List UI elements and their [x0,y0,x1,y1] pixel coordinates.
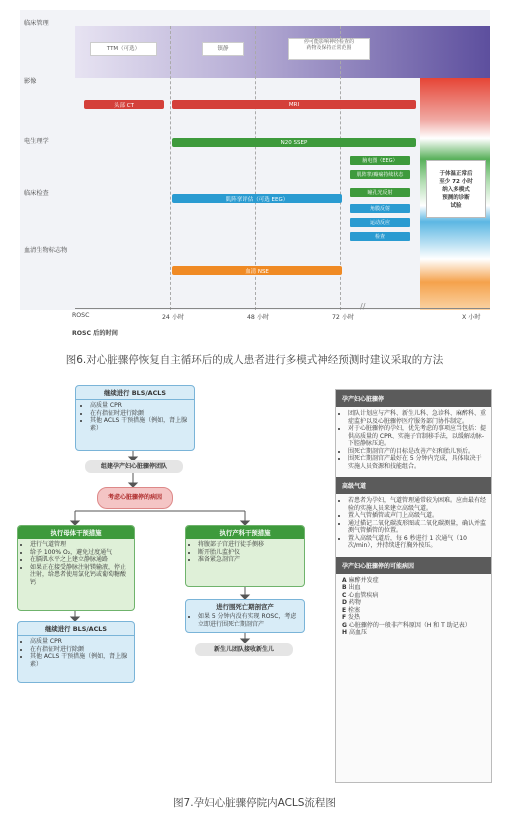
x-axis-label: ROSC 后的时间 [72,330,118,337]
box1-item: • 高质量 CPR [90,402,188,410]
row-label-management: 临床管理 [24,20,49,27]
bar-serum-nse: 血清 NSE [172,266,342,275]
panel3-title: 孕产妇心脏骤停的可能病因 [336,557,491,574]
axis-tick-48h: 48 小时 [247,314,270,321]
box1-item: • 其他 ACLS 干预措施（例如，肾上腺素） [90,417,188,432]
panel2-item: • 置入高级气道后，每 6 秒进行 1 次通气（10 次/min），并持续进行胸外按压。 [348,535,487,550]
continue-bls-acls-box-2 [17,621,135,683]
row-label-serum-biomarkers: 血清生物标志物 [24,247,68,254]
axis-tick-xh: X 小时 [462,314,481,321]
cause-row: E 栓塞 [342,606,361,614]
maternal-interventions-box [17,525,135,611]
maternal-item: • 给予 100% O₂，避免过度通气 [30,549,130,557]
x-axis [75,308,490,309]
electro-box-eeg: 脑电图（EEG） [350,156,410,165]
clinical-box-1: 角膜反射 [350,204,410,213]
panel1-item: • 团队计划应与产科、新生儿科、急诊科、麻醉科、重症监护以及心脏骤停医疗服务部门协作制定。 [348,410,487,425]
box2-item: • 高质量 CPR [30,638,130,646]
box2-item: • 在有指征时进行除颤 [30,646,130,654]
panel2-title: 高级气道 [336,477,491,494]
axis-break: // [360,302,366,311]
consider-causes-box: 考虑心脏骤停的病因 [97,487,173,509]
obstetric-title: 执行产科干预措施 [186,526,304,539]
cesarean-title: 进行围死亡期剖宫产 [216,603,274,611]
cesarean-item: • 如果 5 分钟内没有实现 ROSC，考虑立即进行围死亡期剖宫产 [198,613,300,628]
electro-box-2: 肌阵挛/癫痫持续状态 [350,170,410,179]
axis-tick-rosc: ROSC [72,312,90,319]
axis-tick-24h: 24 小时 [162,314,185,321]
panel2-item: • 置入气管插管或声门上高级气道。 [348,512,487,520]
panel1-item: • 围死亡期剖宫产的目标是改善产妇和胎儿预后。 [348,448,487,456]
gridline-24h [170,26,171,310]
bar-mri: MRI [172,100,416,109]
cause-row: A 麻醉并发症 [342,576,379,584]
maternal-item: • 在膈肌水平之上建立静脉通路 [30,556,130,564]
panel1-title: 孕产妇心脏骤停 [336,390,491,407]
cause-row: D 药物 [342,599,361,606]
cause-row: F 发热 [342,614,361,621]
sedation-box: 镇静 [202,42,244,56]
row-label-clinical-exam: 临床检查 [24,190,49,197]
axis-tick-72h: 72 小时 [332,314,355,321]
box2-title: 继续进行 BLS/ACLS [18,622,134,636]
obstetric-item: • 断开胎儿监护仪 [198,549,300,557]
figure-7 [15,385,495,785]
row-label-imaging: 影像 [24,78,37,85]
bar-n20-ssep: N20 SSEP [172,138,416,147]
maternal-item: • 进行气道管理 [30,541,130,549]
diagnostic-test-box: 于体温正常后 至少 72 小时 纳入多模式 预测的诊断 试验 [426,160,486,218]
neonatal-team-box: 新生儿团队接收新生儿 [195,643,293,656]
clinical-box-3: 检查 [350,232,410,241]
panel1-item: • 围死亡期剖宫产最好在 5 分钟内完成，具体取决于实施人员资源和技能组合。 [348,455,487,470]
assemble-team-box: 组建孕产妇心脏骤停团队 [85,460,183,473]
figure-7-caption: 图7.孕妇心脏骤停院内ACLS流程图 [173,797,336,809]
row-label-electrophysiology: 电生理学 [24,138,49,145]
box1-title: 继续进行 BLS/ACLS [76,386,194,400]
figure-6 [20,10,490,340]
cause-row: H 高血压 [342,629,367,636]
electro-box-pupil: 瞳孔光反射 [350,188,410,197]
panel1-item: • 对于心脏骤停的孕妇，优先考虑的事项应当包括：提供高质量的 CPR、实施子宫制移手法，以缓解动脉-下腔静脉压迫。 [348,425,487,448]
stop-sedation-box: 停可能影响神经检查的 药物及保持正常范围 [288,38,370,60]
maternal-title: 执行母体干预措施 [18,526,134,539]
panel2-item: • 若患者为孕妇，气道管理通常较为困难。应由最有经验的实施人员来建立高级气道。 [348,497,487,512]
box2-item: • 其他 ACLS 干预措施（例如，肾上腺素） [30,653,130,668]
obstetric-interventions-box [185,525,305,587]
right-panel [335,389,492,783]
clinical-box-2: 运动反应 [350,218,410,227]
maternal-item: • 如果正在接受静脉注射镁输液，停止注射，给患者使用氯化钙或葡萄糖酸钙 [30,564,130,587]
ttm-box: TTM（可选） [90,42,157,56]
obstetric-item: • 将腹部子宫进行徒手侧移 [198,541,300,549]
obstetric-item: • 准备紧急剖宫产 [198,556,300,564]
cause-row: G 心脏骤停的一般非产科原因（H 和 T 助记表） [342,621,471,629]
bar-head-ct: 头部 CT [84,100,164,109]
perimortem-cesarean-box [185,599,305,633]
bar-myoclonus-eeg: 肌阵挛评估（可选 EEG） [172,194,342,203]
cause-row: B 出血 [342,584,361,591]
figure-6-caption: 图6.对心脏骤停恢复自主循环后的成人患者进行多模式神经预测时建议采取的方法 [65,354,444,366]
panel2-item: • 通过描记二氧化碳波形图或二氧化碳测量，确认并监测气管插管的位置。 [348,520,487,535]
cause-row: C 心血管疾病 [342,591,379,599]
continue-bls-acls-box [75,385,195,451]
box1-item: • 在有指征时进行除颤 [90,410,188,418]
